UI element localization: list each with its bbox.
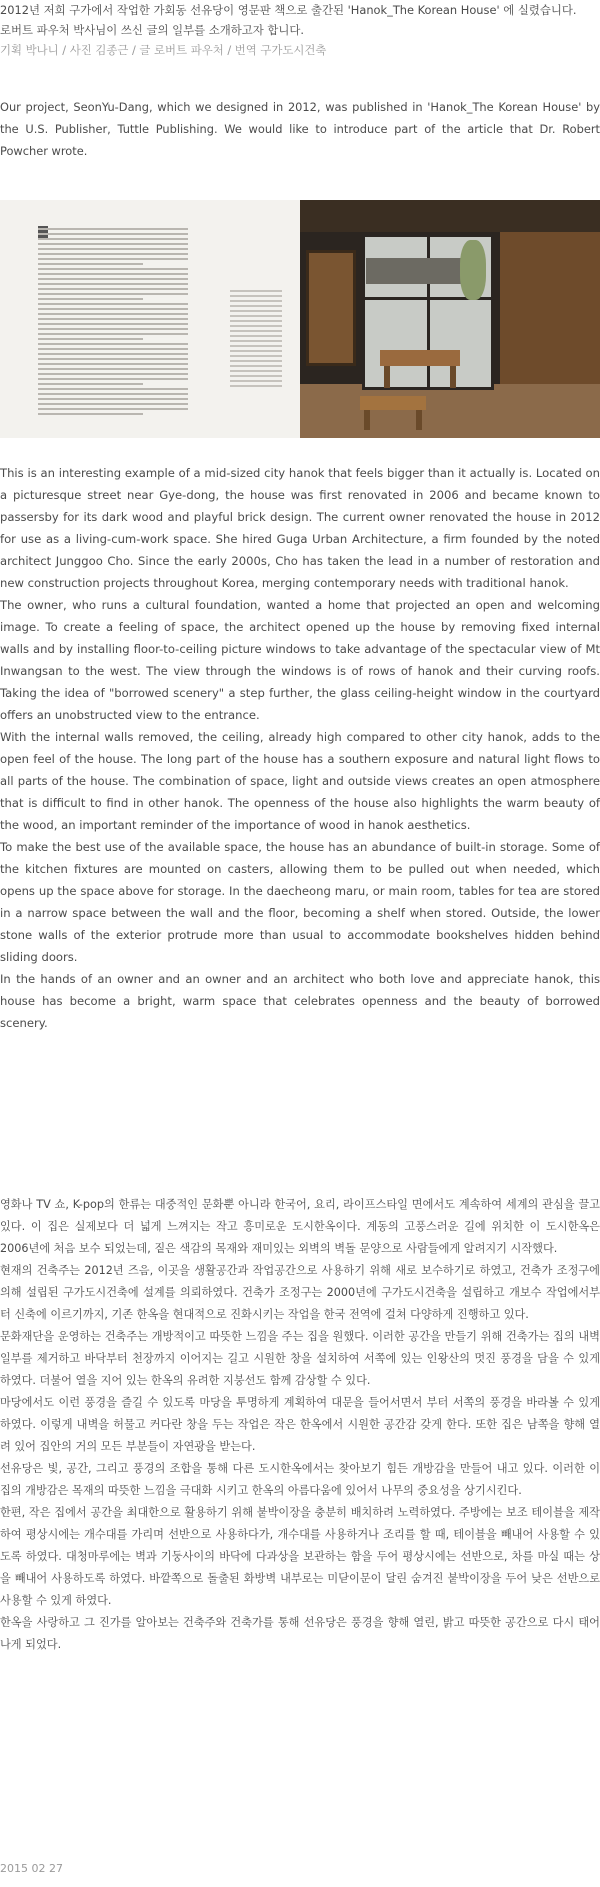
lead-paragraph: Our project, SeonYu-Dang, which we designed in 2012, was published in 'Hanok_The Korean House' by the U.S. Publisher, Tuttle Publishing. We would like to introduce part of the article that Dr. Robert Powcher wrote. bbox=[0, 100, 600, 158]
credit-line: 기획 박나니 / 사진 김종근 / 글 로버트 파우처 / 번역 구가도시건축 bbox=[0, 43, 327, 57]
korean-paragraph: 한옥을 사랑하고 그 진가를 알아보는 건축주와 건축가를 통해 선유당은 풍경을 향해 열린, 밝고 따뜻한 공간으로 다시 태어나게 되었다. bbox=[0, 1616, 600, 1651]
book-spread-image bbox=[0, 200, 600, 438]
english-paragraph: This is an interesting example of a mid-sized city hanok that feels bigger than it actually is. Located on a picturesque street near Gye-dong, the house was first renovated in 2006 and became known to passersby for its dark wood and playful brick design. The current owner renovated the house in 2012 for use as a living-cum-work space. She hired Guga Urban Architecture, a firm founded by the noted architect Junggoo Cho. Since the early 2000s, Cho has taken the lead in a number of restoration and new construction projects throughout Korea, merging contemporary needs with traditional hanok. bbox=[0, 466, 600, 590]
korean-paragraph: 현재의 건축주는 2012년 즈음, 이곳을 생활공간과 작업공간으로 사용하기 위해 새로 보수하기로 하였고, 건축가 조정구에 의해 설립된 구가도시건축에 설계를 의뢰하였다. 건축가 조정구는 2000년에 구가도시건축을 설립하고 개보수 작업에서부터 신축에 이르기까지, 기존 한옥을 현대적으로 진화시키는 작업을 한국 전역에 걸쳐 다양하게 진행하고 있다. bbox=[0, 1264, 600, 1321]
low-table bbox=[360, 396, 426, 410]
english-paragraph: With the internal walls removed, the ceiling, already high compared to other city hanok, adds to the open feel of the house. The long part of the house has a southern exposure and natural light flows to all parts of the house. The combination of space, light and outside views creates an open atmosphere that is difficult to find in other hanok. The openness of the house also highlights the warm beauty of the wood, an important reminder of the importance of wood in hanok aesthetics. bbox=[0, 730, 600, 832]
intro-line: 2012년 저희 구가에서 작업한 가회동 선유당이 영문판 책으로 출간된 'Hanok_The Korean House' 에 실렸습니다. bbox=[0, 3, 577, 17]
english-body bbox=[0, 462, 600, 1034]
book-text-page bbox=[0, 200, 300, 438]
english-paragraph: The owner, who runs a cultural foundation, wanted a home that projected an open and welcoming image. To create a feeling of space, the architect opened up the house by removing fixed internal walls and by installing floor-to-ceiling picture windows to take advantage of the spectacular view of Mt Inwangsan to the west. The view through the windows is of rows of hanok and their curving roofs. Taking the idea of "borrowed scenery" a step further, the glass ceiling-height window in the courtyard offers an unobstructed view to the entrance. bbox=[0, 598, 600, 722]
korean-paragraph: 문화재단을 운영하는 건축주는 개방적이고 따뜻한 느낌을 주는 집을 원했다. 이러한 공간을 만들기 위해 건축가는 집의 내벽 일부를 제거하고 바닥부터 천장까지 이어지는 길고 시원한 창을 설치하여 서쪽에 있는 인왕산의 멋진 풍경을 담을 수 있게 하였다. 더불어 열을 지어 있는 한옥의 유려한 지붕선도 함께 감상할 수 있다. bbox=[0, 1330, 600, 1387]
korean-paragraph: 선유당은 빛, 공간, 그리고 풍경의 조합을 통해 다른 도시한옥에서는 찾아보기 힘든 개방감을 만들어 내고 있다. 이러한 이 집의 개방감은 목재의 따뜻한 느낌을 극대화 시키고 한옥의 아름다움에 있어서 나무의 중요성을 상기시킨다. bbox=[0, 1462, 600, 1497]
english-paragraph: To make the best use of the available space, the house has an abundance of built-in storage. Some of the kitchen fixtures are mounted on casters, allowing them to be pulled out when needed, which opens up the space above for storage. In the daecheong maru, or main room, tables for tea are stored in a narrow space between the wall and the floor, becoming a shelf when stored. Outside, the lower stone walls of the exterior protrude more than usual to accommodate bookshelves hidden behind sliding doors. bbox=[0, 840, 600, 964]
english-paragraph: In the hands of an owner and an owner and an architect who both love and appreciate hanok, this house has become a bright, warm space that celebrates openness and the beauty of borrowed scenery. bbox=[0, 972, 600, 1030]
korean-paragraph: 영화나 TV 쇼, K-pop의 한류는 대중적인 문화뿐 아니라 한국어, 요리, 라이프스타일 면에서도 계속하여 세계의 관심을 끌고 있다. 이 집은 실제보다 더 넓게 느껴지는 작고 흥미로운 도시한옥이다. 계동의 고풍스러운 길에 위치한 이 도시한옥은 2006년에 처음 보수 되었는데, 짙은 색감의 목재와 재미있는 외벽의 벽돌 문양으로 사람들에게 알려지기 시작했다. bbox=[0, 1198, 600, 1255]
tea-table bbox=[380, 350, 460, 366]
intro-line: 로버트 파우처 박사님이 쓰신 글의 일부를 소개하고자 합니다. bbox=[0, 23, 305, 37]
interior-photo bbox=[300, 200, 600, 438]
korean-body bbox=[0, 1194, 600, 1656]
printed-caption-column bbox=[230, 290, 282, 390]
post-date: 2015 02 27 bbox=[0, 1862, 63, 1875]
korean-paragraph: 마당에서도 이런 풍경을 즐길 수 있도록 마당을 투명하게 계획하여 대문을 들어서면서 부터 서쪽의 풍경을 바라볼 수 있게 하였다. 이렇게 내벽을 허물고 커다란 창을 두는 작업은 작은 한옥에서 시원한 공간감 갖게 한다. 또한 집은 남쪽을 향해 열려 있어 집안의 거의 모든 부분들이 자연광을 받는다. bbox=[0, 1396, 600, 1453]
printed-text-column bbox=[38, 228, 188, 418]
korean-paragraph: 한편, 작은 집에서 공간을 최대한으로 활용하기 위해 붙박이장을 충분히 배치하려 노력하였다. 주방에는 보조 테이블을 제작하여 평상시에는 개수대를 가리며 선반으로 사용하다가, 개수대를 사용하거나 조리를 할 때, 테이블을 빼내어 사용할 수 있도록 하였다. 대청마루에는 벽과 기둥사이의 바닥에 다과상을 보관하는 함을 두어 평상시에는 선반으로, 차를 마실 때는 상을 빼내어 사용하도록 하였다. 바깥쪽으로 돌출된 화방벽 내부로는 미닫이문이 달린 숨겨진 붙박이장을 두어 낮은 선반으로 사용할 수 있게 하였다. bbox=[0, 1506, 600, 1607]
intro-block bbox=[0, 0, 600, 60]
